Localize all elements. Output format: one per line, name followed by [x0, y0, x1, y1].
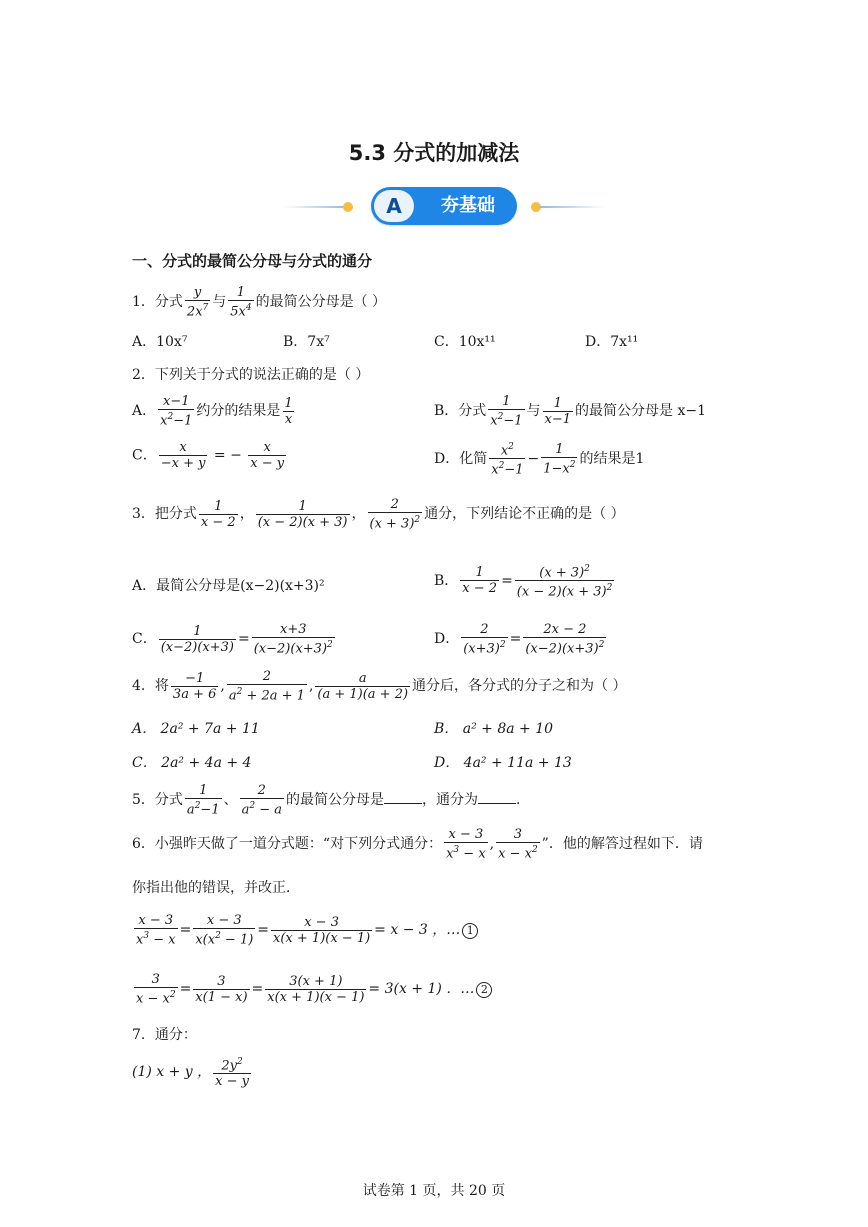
q6-line1-tail: ”．他的解答过程如下．请: [541, 836, 703, 853]
q2-d-fraction-2: $\frac{1}{1-x^2}$: [543, 441, 576, 476]
q3-b-fraction-1: $\frac{1}{x - 2}$: [462, 565, 498, 597]
q2-c-fraction-1: $\frac{x}{-x + y}$: [160, 440, 206, 471]
q3-d-label: D．: [434, 631, 460, 648]
q7-part-1: [132, 1055, 253, 1089]
q2-a-result: $\frac{1}{x}$: [284, 395, 293, 427]
q6-line-2: 你指出他的错误，并改正．: [132, 880, 300, 896]
q5-blank-1[interactable]: [384, 791, 422, 804]
q2-a-fraction: $\frac{x-1}{x^2-1}$: [160, 394, 193, 429]
q4-option-c: C． 2a² + 4a + 4: [132, 755, 252, 771]
q6-step1-result: = x − 3 ，…: [374, 922, 461, 939]
q4-prefix: 4．将: [132, 678, 169, 695]
q5-fraction-1: $\frac{1}{a^2-1}$: [186, 783, 220, 818]
q2-a-label: A．: [132, 403, 157, 420]
q3-option-a: A．最简公分母是(x−2)(x+3)²: [132, 578, 325, 594]
q2-d-fraction-1: $\frac{x^2}{x^2-1}$: [491, 442, 524, 478]
q6-step2-fraction-3: $\frac{3(x + 1)}{x(x + 1)(x - 1)}$: [267, 973, 365, 1005]
q2-c-fraction-2: $\frac{x}{x - y}$: [250, 440, 285, 471]
q2-b-fraction-1: $\frac{1}{x^2-1}$: [490, 394, 523, 429]
banner-left-dot: [343, 202, 353, 212]
q5-prefix: 5．分式: [132, 792, 183, 809]
q4-option-d: D． 4a² + 11a + 13: [434, 755, 572, 771]
q4-tail: 通分后，各分式的分子之和为（ ）: [412, 678, 627, 695]
q1-number: 1．分式: [132, 294, 183, 311]
q3-tail: 通分，下列结论不正确的是（ ）: [424, 506, 625, 523]
q3-option-d: D． $\frac{2}{(x+3)^2}$ = $\frac{2x - 2}{(x-2)(x+3)^2}$: [434, 622, 605, 657]
q2-b-fraction-2: $\frac{1}{x-1}$: [544, 395, 572, 427]
q5-blank-2[interactable]: [478, 791, 516, 804]
q1-connector: 与: [212, 294, 227, 311]
section-heading: 一、分式的最简公分母与分式的通分: [132, 252, 373, 270]
q6-fraction-2: $\frac{3}{x - x^2}$: [498, 827, 538, 862]
q6-step1-fraction-3: $\frac{x - 3}{x(x + 1)(x - 1)}$: [273, 914, 371, 946]
q4-fraction-2: $\frac{2}{a^2 + 2a + 1}$: [228, 669, 305, 704]
question-4: 4．将 $\frac{-1}{3a + 6}$ , $\frac{2}{a^2 + 2a + 1}$ , $\frac{a}{(a + 1)(a + 2)}$ 通分后，各分式的分子之和为（ ）: [132, 669, 627, 704]
q5-separator: 、: [223, 792, 238, 809]
q3-option-b: B． $\frac{1}{x - 2}$ = $\frac{(x + 3)^2}{(x - 2)(x + 3)^2}$: [434, 564, 613, 600]
q6-step2-fraction-2: $\frac{3}{x(1 - x)}$: [195, 973, 248, 1005]
q5-text-2: ，通分为: [422, 792, 479, 809]
q6-step-2: $\frac{3}{x - x^2}$ = $\frac{3}{x(1 - x)}$ = $\frac{3(x + 1)}{x(x + 1)(x - 1)}$ = 3(x + 1) ．… 2: [132, 972, 492, 1006]
q7-part1-fraction: $\frac{2y^2}{x - y}$: [215, 1057, 250, 1090]
q2-option-a: [132, 394, 297, 428]
q3-fraction-3: $\frac{2}{(x + 3)^2}$: [369, 497, 421, 532]
q1-tail: 的最简公分母是（ ）: [255, 294, 387, 311]
q4-fraction-3: $\frac{a}{(a + 1)(a + 2)}$: [317, 670, 409, 702]
q2-b-label: B．分式: [434, 403, 487, 420]
q7-part1-expression: (1) x + y ，: [132, 1064, 212, 1081]
q6-step2-marker: 2: [476, 982, 492, 998]
question-7: 7．通分：: [132, 1027, 197, 1043]
q4-fraction-1: $\frac{-1}{3a + 6}$: [172, 670, 217, 702]
q3-fraction-1: $\frac{1}{x - 2}$: [200, 498, 236, 530]
q5-text-1: 的最简公分母是: [286, 792, 385, 809]
question-5: [132, 783, 520, 817]
q3-b-label: B．: [434, 572, 459, 589]
q3-c-fraction-2: $\frac{x+3}{(x-2)(x+3)^2}$: [253, 622, 333, 657]
page-footer: 试卷第 1 页，共 20 页: [362, 1183, 506, 1199]
q6-line1-prefix: 6．小强昨天做了一道分式题：“对下列分式通分：: [132, 836, 443, 853]
q6-step1-fraction-2: $\frac{x - 3}{x(x^2 - 1)}$: [195, 913, 254, 948]
q2-d-label: D．化简: [434, 450, 488, 467]
q2-a-text: 约分的结果是: [196, 403, 281, 420]
q6-step1-marker: 1: [462, 923, 478, 939]
q1-option-d: D．7x¹¹: [585, 334, 639, 350]
q4-option-b: B． a² + 8a + 10: [434, 721, 554, 737]
q3-b-fraction-2: $\frac{(x + 3)^2}{(x - 2)(x + 3)^2}$: [516, 564, 613, 600]
level-label: 夯基础: [441, 195, 495, 216]
q1-option-c: C．10x¹¹: [434, 334, 496, 350]
q1-option-a: A．10x⁷: [132, 334, 188, 350]
question-3: 3．把分式 $\frac{1}{x - 2}$ ， $\frac{1}{(x - 2)(x + 3)}$ ， $\frac{2}{(x + 3)^2}$ 通分，下列结论不正确的是（ ）: [132, 497, 625, 532]
q2-option-c: C． $\frac{x}{-x + y}$ = − $\frac{x}{x - y}$: [132, 440, 285, 471]
q6-step1-fraction-1: $\frac{x - 3}{x^3 - x}$: [136, 913, 176, 948]
q1-fraction-1: $\frac{y}{2x^7}$: [186, 285, 209, 320]
q6-step2-fraction-1: $\frac{3}{x - x^2}$: [136, 972, 176, 1007]
q6-step-1: $\frac{x - 3}{x^3 - x}$ = $\frac{x - 3}{x(x^2 - 1)}$ = $\frac{x - 3}{x(x + 1)(x - 1)}$ = x − 3 ，… 1: [132, 913, 478, 947]
q6-step2-result: = 3(x + 1) ．…: [368, 981, 475, 998]
question-6: 6．小强昨天做了一道分式题：“对下列分式通分： $\frac{x - 3}{x^3 - x}$ , $\frac{3}{x - x^2}$ ”．他的解答过程如下．请: [132, 827, 703, 862]
q3-prefix: 3．把分式: [132, 506, 197, 523]
q2-c-label: C．: [132, 447, 157, 464]
level-badge: [371, 187, 517, 225]
q3-c-label: C．: [132, 631, 157, 648]
level-letter: A: [374, 190, 414, 222]
q2-option-b: [434, 394, 706, 428]
q2-d-text: 的结果是1: [579, 450, 645, 467]
q3-fraction-2: $\frac{1}{(x - 2)(x + 3)}$: [257, 498, 348, 530]
q3-d-fraction-2: $\frac{2x - 2}{(x-2)(x+3)^2}$: [525, 622, 605, 657]
question-1: [132, 285, 386, 319]
q5-fraction-2: $\frac{2}{a^2 - a}$: [241, 783, 283, 818]
banner-left-line: [283, 206, 347, 208]
q5-text-3: .: [516, 792, 521, 809]
page-title: 5.3 分式的加减法: [348, 141, 520, 165]
q1-option-b: B．7x⁷: [283, 334, 330, 350]
q3-c-fraction-1: $\frac{1}{(x-2)(x+3)}$: [160, 623, 234, 655]
question-2: 2．下列关于分式的说法正确的是（ ）: [132, 367, 370, 383]
level-banner: [0, 187, 868, 227]
q2-b-connector: 与: [526, 403, 541, 420]
q3-d-fraction-1: $\frac{2}{(x+3)^2}$: [463, 622, 506, 657]
q1-fraction-2: $\frac{1}{5x^4}$: [230, 285, 252, 320]
q4-option-a: A． 2a² + 7a + 11: [132, 721, 260, 737]
q3-option-c: C． $\frac{1}{(x-2)(x+3)}$ = $\frac{x+3}{(x-2)(x+3)^2}$: [132, 622, 333, 657]
q2-option-d: D．化简 $\frac{x^2}{x^2-1}$ − $\frac{1}{1-x^2}$ 的结果是1: [434, 441, 645, 478]
banner-right-line: [540, 206, 606, 208]
q2-b-text: 的最简公分母是 x−1: [575, 403, 707, 420]
q6-fraction-1: $\frac{x - 3}{x^3 - x}$: [446, 827, 486, 862]
